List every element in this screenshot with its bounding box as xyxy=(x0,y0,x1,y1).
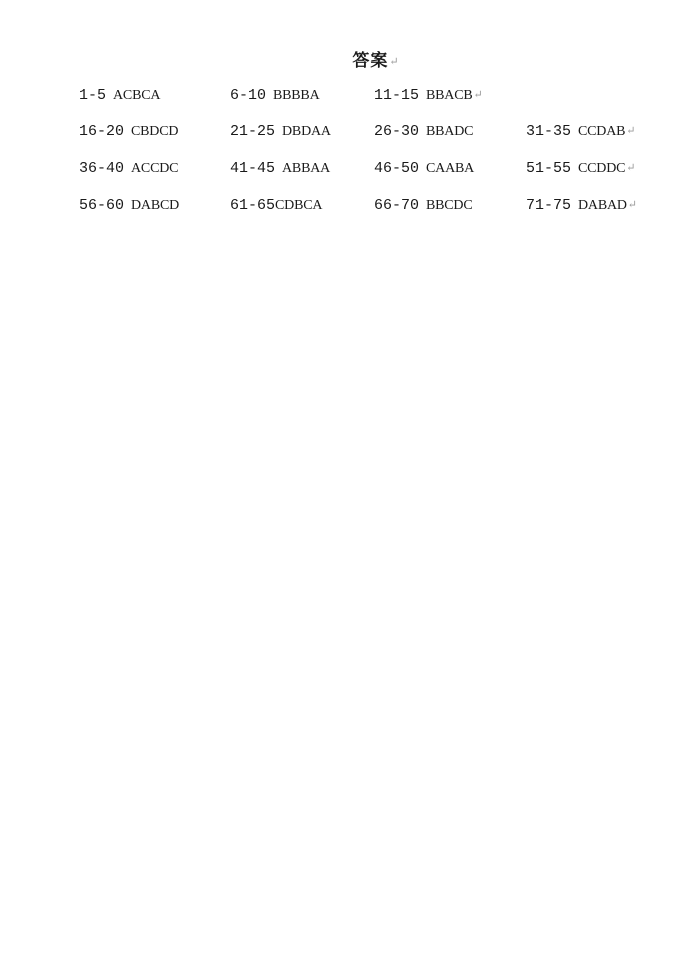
question-range: 26-30 xyxy=(374,123,420,140)
question-range: 31-35 xyxy=(526,123,572,140)
question-range: 66-70 xyxy=(374,197,420,214)
answer-group xyxy=(526,197,637,214)
title-text: 答案 xyxy=(352,51,389,70)
question-range: 61-65 xyxy=(230,197,276,214)
question-range: 46-50 xyxy=(374,160,420,177)
answer-letters: CAABA xyxy=(426,161,475,176)
question-range: 36-40 xyxy=(79,160,125,177)
page-title xyxy=(0,46,688,71)
answer-letters: CBDCD xyxy=(131,124,179,139)
answer-letters: ABBAA xyxy=(282,161,331,176)
question-range: 11-15 xyxy=(374,87,420,104)
answer-group xyxy=(79,123,178,140)
answer-row xyxy=(79,160,659,182)
answer-letters: DABCD xyxy=(131,198,180,213)
answer-letters: CCDDC xyxy=(578,161,626,176)
question-range: 71-75 xyxy=(526,197,572,214)
paragraph-mark-icon: ↵ xyxy=(627,199,638,211)
answer-group xyxy=(79,160,178,177)
answer-letters: ACCDC xyxy=(131,161,179,176)
paragraph-mark-icon: ↵ xyxy=(389,56,400,68)
question-range: 21-25 xyxy=(230,123,276,140)
answer-letters: BBCDC xyxy=(426,198,473,213)
answer-letters: DABAD xyxy=(578,198,627,213)
question-range: 51-55 xyxy=(526,160,572,177)
paragraph-mark-icon: ↵ xyxy=(626,162,636,174)
answer-group xyxy=(526,123,635,140)
answer-group xyxy=(374,123,473,140)
answer-row xyxy=(79,123,659,145)
answer-letters: DBDAA xyxy=(282,124,331,139)
answer-letters: CDBCA xyxy=(275,198,323,213)
answer-group xyxy=(526,160,635,177)
paragraph-mark-icon: ↵ xyxy=(473,89,483,101)
answer-letters: BBACB xyxy=(426,88,473,103)
answer-row xyxy=(79,87,659,109)
question-range: 41-45 xyxy=(230,160,276,177)
question-range: 16-20 xyxy=(79,123,125,140)
answer-group xyxy=(374,197,472,214)
question-range: 6-10 xyxy=(230,87,267,104)
answer-letters: BBADC xyxy=(426,124,474,139)
answer-group xyxy=(230,160,330,177)
question-range: 56-60 xyxy=(79,197,125,214)
answer-row xyxy=(79,197,659,219)
paragraph-mark-icon: ↵ xyxy=(626,125,636,137)
answer-letters: CCDAB xyxy=(578,124,626,139)
answer-letters: BBBBA xyxy=(273,88,320,103)
answer-group xyxy=(79,197,179,214)
answer-group xyxy=(230,87,319,104)
answer-group xyxy=(374,87,483,104)
answer-group xyxy=(374,160,474,177)
answer-group xyxy=(230,197,322,214)
answer-group xyxy=(79,87,160,104)
answer-group xyxy=(230,123,331,140)
answer-letters: ACBCA xyxy=(113,88,161,103)
question-range: 1-5 xyxy=(79,87,107,104)
